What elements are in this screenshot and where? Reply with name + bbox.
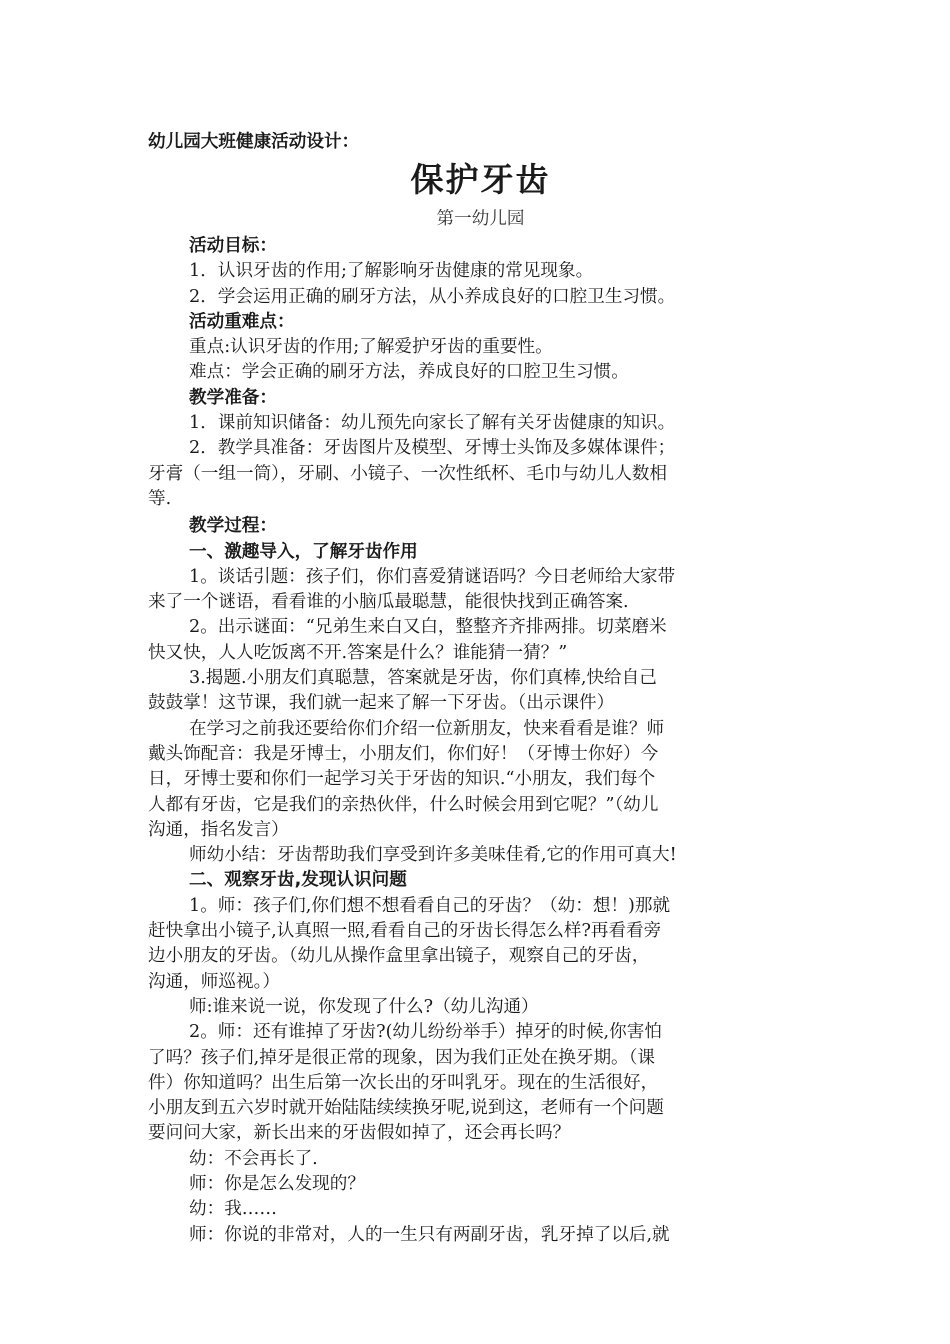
paragraph-line: 1。谈话引题：孩子们，你们喜爱猜谜语吗？今日老师给大家带: [189, 566, 676, 587]
paragraph-line: 2。出示谜面：“兄弟生来白又白，整整齐齐排两排。切菜磨米: [189, 617, 667, 638]
paragraph-line: 沟通，指名发言）: [148, 819, 289, 840]
paragraph-line: 边小朋友的牙齿。（幼儿从操作盒里拿出镜子，观察自己的牙齿，: [148, 946, 650, 967]
pre-title: 幼儿园大班健康活动设计：: [148, 132, 360, 152]
section-heading-part2: 二、观察牙齿,发现认识问题: [189, 870, 407, 891]
section-heading-process: 教学过程：: [189, 516, 277, 537]
paragraph-line: 日，牙博士要和你们一起学习关于牙齿的知识.“小朋友，我们每个: [148, 769, 656, 790]
paragraph-line: 来了一个谜语，看看谁的小脑瓜最聪慧，能很快找到正确答案.: [148, 592, 629, 613]
paragraph-line: 2．教学具准备：牙齿图片及模型、牙博士头饰及多媒体课件；: [189, 438, 676, 459]
paragraph-line: 1．认识牙齿的作用;了解影响牙齿健康的常见现象。: [189, 261, 594, 282]
dialogue-line: 幼：我……: [189, 1199, 277, 1220]
paragraph-line: 等.: [148, 488, 172, 509]
section-heading-part1: 一、激趣导入，了解牙齿作用: [189, 541, 418, 562]
paragraph-line: 戴头饰配音：我是牙博士，小朋友们，你们好！（牙博士你好）今: [148, 743, 659, 764]
paragraph-line: 小朋友到五六岁时就开始陆陆续续换牙呢,说到这，老师有一个问题: [148, 1098, 664, 1119]
section-heading-goals: 活动目标：: [189, 236, 277, 256]
paragraph-line: 1．课前知识储备：幼儿预先向家长了解有关牙齿健康的知识。: [189, 413, 676, 434]
paragraph-line: 件）你知道吗？出生后第一次长出的牙叫乳牙。现在的生活很好，: [148, 1072, 659, 1093]
paragraph-line: 师:谁来说一说，你发现了什么?（幼儿沟通）: [189, 996, 539, 1017]
dialogue-line: 师：你说的非常对，人的一生只有两副牙齿，乳牙掉了以后,就: [189, 1224, 670, 1245]
page-title: 保护牙齿: [410, 160, 551, 199]
paragraph-line: 赶快拿出小镜子,认真照一照,看看自己的牙齿长得怎么样?再看看旁: [148, 921, 662, 942]
paragraph-line: 牙膏（一组一筒），牙刷、小镜子、一次性纸杯、毛巾与幼儿人数相: [148, 463, 668, 484]
page-subtitle: 第一幼儿园: [436, 209, 525, 229]
paragraph-line: 在学习之前我还要给你们介绍一位新朋友，快来看看是谁？师: [189, 718, 665, 739]
paragraph-line: 要问问大家，新长出来的牙齿假如掉了，还会再长吗？: [148, 1123, 571, 1144]
paragraph-line: 重点:认识牙齿的作用;了解爱护牙齿的重要性。: [189, 337, 553, 358]
paragraph-line: 1。师：孩子们,你们想不想看看自己的牙齿？（幼：想！)那就: [189, 895, 671, 916]
paragraph-line: 2。师：还有谁掉了牙齿?(幼儿纷纷举手）掉牙的时候,你害怕: [189, 1022, 662, 1043]
document-body: [148, 128, 813, 1248]
paragraph-line: 沟通，师巡视。）: [148, 971, 280, 992]
paragraph-line: 鼓鼓掌！这节课，我们就一起来了解一下牙齿。（出示课件）: [148, 693, 615, 714]
paragraph-line: 人都有牙齿，它是我们的亲热伙伴，什么时候会用到它呢？”（幼儿: [148, 794, 659, 815]
paragraph-line: 2．学会运用正确的刷牙方法，从小养成良好的口腔卫生习惯。: [189, 286, 676, 307]
paragraph-line: 快又快，人人吃饭离不开.答案是什么？谁能猜一猜？”: [148, 642, 568, 663]
paragraph-line: 3.揭题.小朋友们真聪慧，答案就是牙齿，你们真棒,快给自己: [189, 668, 657, 689]
paragraph-line: 了吗？孩子们,掉牙是很正常的现象，因为我们正处在换牙期。（课: [148, 1047, 656, 1068]
dialogue-line: 幼：不会再长了.: [189, 1148, 318, 1169]
dialogue-line: 师：你是怎么发现的？: [189, 1173, 365, 1194]
section-heading-key: 活动重难点：: [189, 311, 295, 332]
paragraph-line: 师幼小结：牙齿帮助我们享受到许多美味佳肴,它的作用可真大!: [189, 845, 677, 866]
section-heading-prep: 教学准备：: [189, 387, 277, 408]
paragraph-line: 难点：学会正确的刷牙方法，养成良好的口腔卫生习惯。: [189, 362, 629, 383]
